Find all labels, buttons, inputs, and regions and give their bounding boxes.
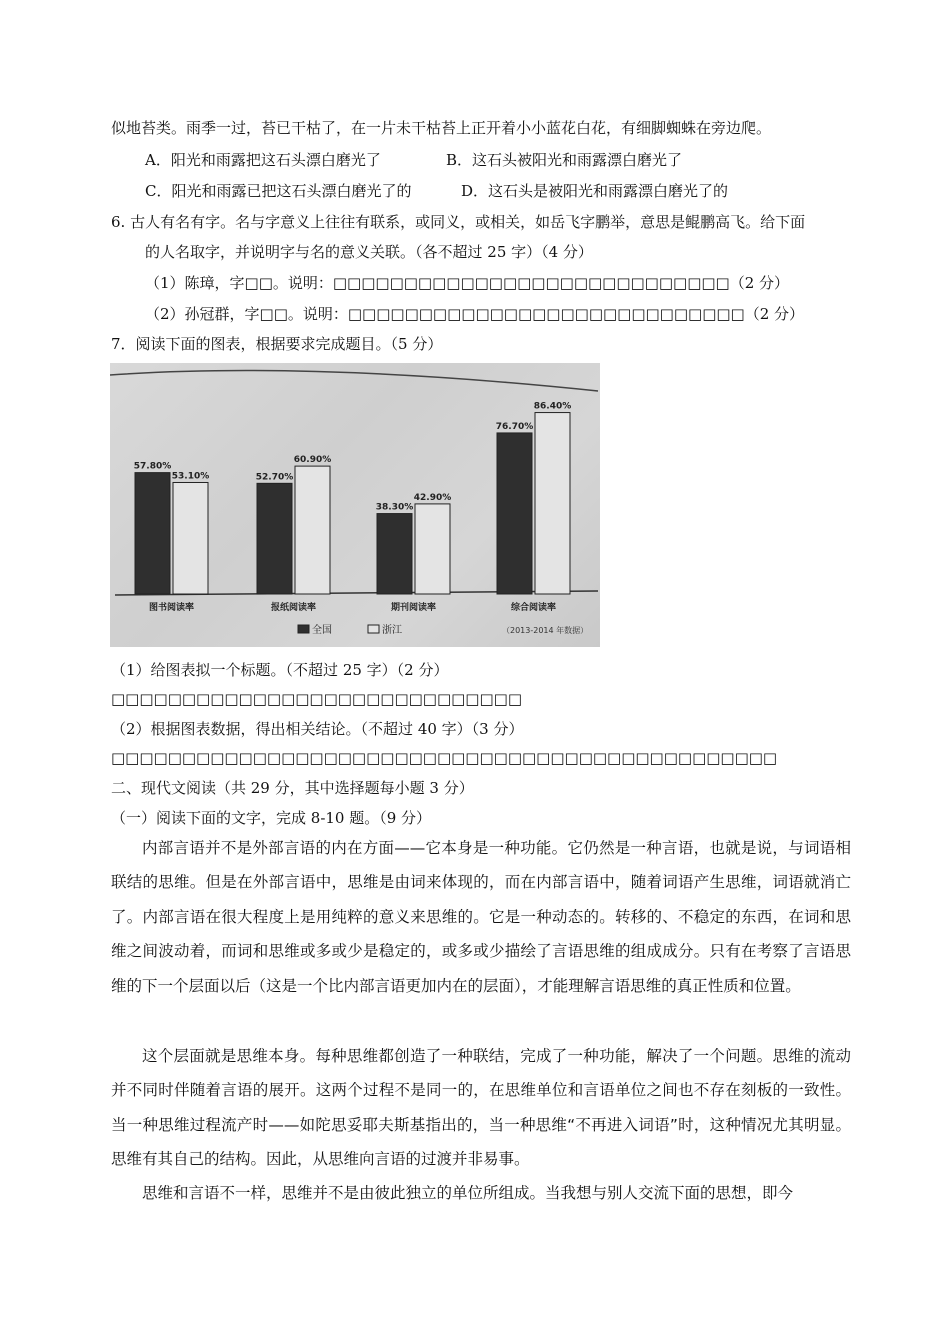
legend-swatch-zhejiang — [368, 625, 379, 633]
data-label-zhejiang-2: 42.90% — [413, 492, 452, 503]
bar-zhejiang-2 — [415, 504, 450, 594]
legend — [298, 623, 588, 636]
bar-national-3 — [497, 433, 532, 594]
legend-label-zhejiang: 浙江 — [382, 625, 402, 636]
question-6-cont: 的人名取字，并说明字与名的意义关联。（各不超过 25 字）（4 分） — [145, 243, 593, 261]
option-a: A．阳光和雨露把这石头漂白磨光了 — [145, 151, 381, 169]
answer-blank-7-1[interactable]: □□□□□□□□□□□□□□□□□□□□□□□□□□□□□ — [111, 690, 522, 708]
text-line: 似地苔类。雨季一过，苔已干枯了，在一片未干枯苔上正开着小小蓝花白花，有细脚蜘蛛在旁边爬。 — [111, 119, 772, 137]
category-label-1: 报纸阅读率 — [270, 603, 317, 613]
data-label-zhejiang-3: 86.40% — [533, 401, 572, 412]
question-7-1: （1）给图表拟一个标题。（不超过 25 字）（2 分） — [111, 661, 449, 679]
section-2-sub: （一）阅读下面的文字，完成 8-10 题。（9 分） — [111, 809, 432, 827]
bar-national-2 — [377, 514, 412, 594]
bar-national-1 — [257, 483, 292, 594]
data-label-national-2: 38.30% — [375, 502, 414, 513]
data-label-national-3: 76.70% — [495, 421, 534, 432]
chart-border-curve — [110, 371, 598, 391]
paragraph-1: 内部言语并不是外部言语的内在方面——它本身是一种功能。它仍然是一种言语，也就是说，与词语相联结的思维。但是在外部言语中，思维是由词来体现的，而在内部言语中，随着词语产生思维，词语就消亡了。内部言语在很大程度上是用纯粹的意义来思维的。它是一种动态的。转移的、不稳定的东西，在词和思维之间波动着，而词和思维或多或少是稳定的，或多或少描绘了言语思维的组成成分。只有在考察了言语思维的下一个层面以后（这是一个比内部言语更加内在的层面），才能理解言语思维的真正性质和位置。 — [111, 839, 851, 995]
question-7-2: （2）根据图表数据，得出相关结论。（不超过 40 字）（3 分） — [111, 720, 524, 738]
data-label-national-1: 52.70% — [255, 472, 294, 483]
bar-chart-photo — [110, 363, 600, 647]
data-label-national-0: 57.80% — [133, 461, 172, 472]
answer-blank-7-2[interactable]: □□□□□□□□□□□□□□□□□□□□□□□□□□□□□□□□□□□□□□□□□□□□□□□ — [111, 749, 778, 767]
data-label-zhejiang-0: 53.10% — [171, 471, 210, 482]
category-label-0: 图书阅读率 — [148, 603, 195, 613]
section-2-heading: 二、现代文阅读（共 29 分，其中选择题每小题 3 分） — [111, 779, 474, 797]
option-b: B．这石头被阳光和雨露漂白磨光了 — [446, 151, 683, 169]
category-label-3: 综合阅读率 — [510, 603, 557, 613]
legend-swatch-national — [298, 625, 309, 633]
category-label-2: 期刊阅读率 — [390, 603, 437, 613]
question-6-1: （1）陈璋，字□□。说明：□□□□□□□□□□□□□□□□□□□□□□□□□□□□（2 分） — [145, 274, 790, 292]
paragraph-2: 这个层面就是思维本身。每种思维都创造了一种联结，完成了一种功能，解决了一个问题。思维的流动并不同时伴随着言语的展开。这两个过程不是同一的，在思维单位和言语单位之间也不存在刻板的一致性。当一种思维过程流产时——如陀思妥耶夫斯基指出的，当一种思维“不再进入词语”时，这种情况尤其明显。思维有其自己的结构。因此，从思维向言语的过渡并非易事。 — [111, 1047, 851, 1169]
bar-zhejiang-3 — [535, 413, 570, 594]
question-6: 6. 古人有名有字。名与字意义上往往有联系，或同义，或相关，如岳飞字鹏举，意思是鲲鹏高飞。给下面 — [111, 213, 806, 231]
bar-zhejiang-1 — [295, 466, 330, 594]
paragraph-3: 思维和言语不一样，思维并不是由彼此独立的单位所组成。当我想与别人交流下面的思想，即今 — [142, 1184, 794, 1202]
option-c: C．阳光和雨露已把这石头漂白磨光了的 — [145, 182, 412, 200]
question-6-2: （2）孙冠群，字□□。说明：□□□□□□□□□□□□□□□□□□□□□□□□□□□□（2 分） — [145, 305, 805, 323]
data-label-zhejiang-1: 60.90% — [293, 455, 332, 466]
bar-zhejiang-0 — [173, 482, 208, 594]
bar-chart — [110, 363, 600, 647]
option-d: D．这石头是被阳光和雨露漂白磨光了的 — [461, 182, 729, 200]
chart-note: （2013-2014 年数据） — [502, 626, 589, 635]
question-7: 7．阅读下面的图表，根据要求完成题目。（5 分） — [111, 335, 443, 353]
bar-national-0 — [135, 473, 170, 594]
legend-label-national: 全国 — [312, 625, 332, 636]
